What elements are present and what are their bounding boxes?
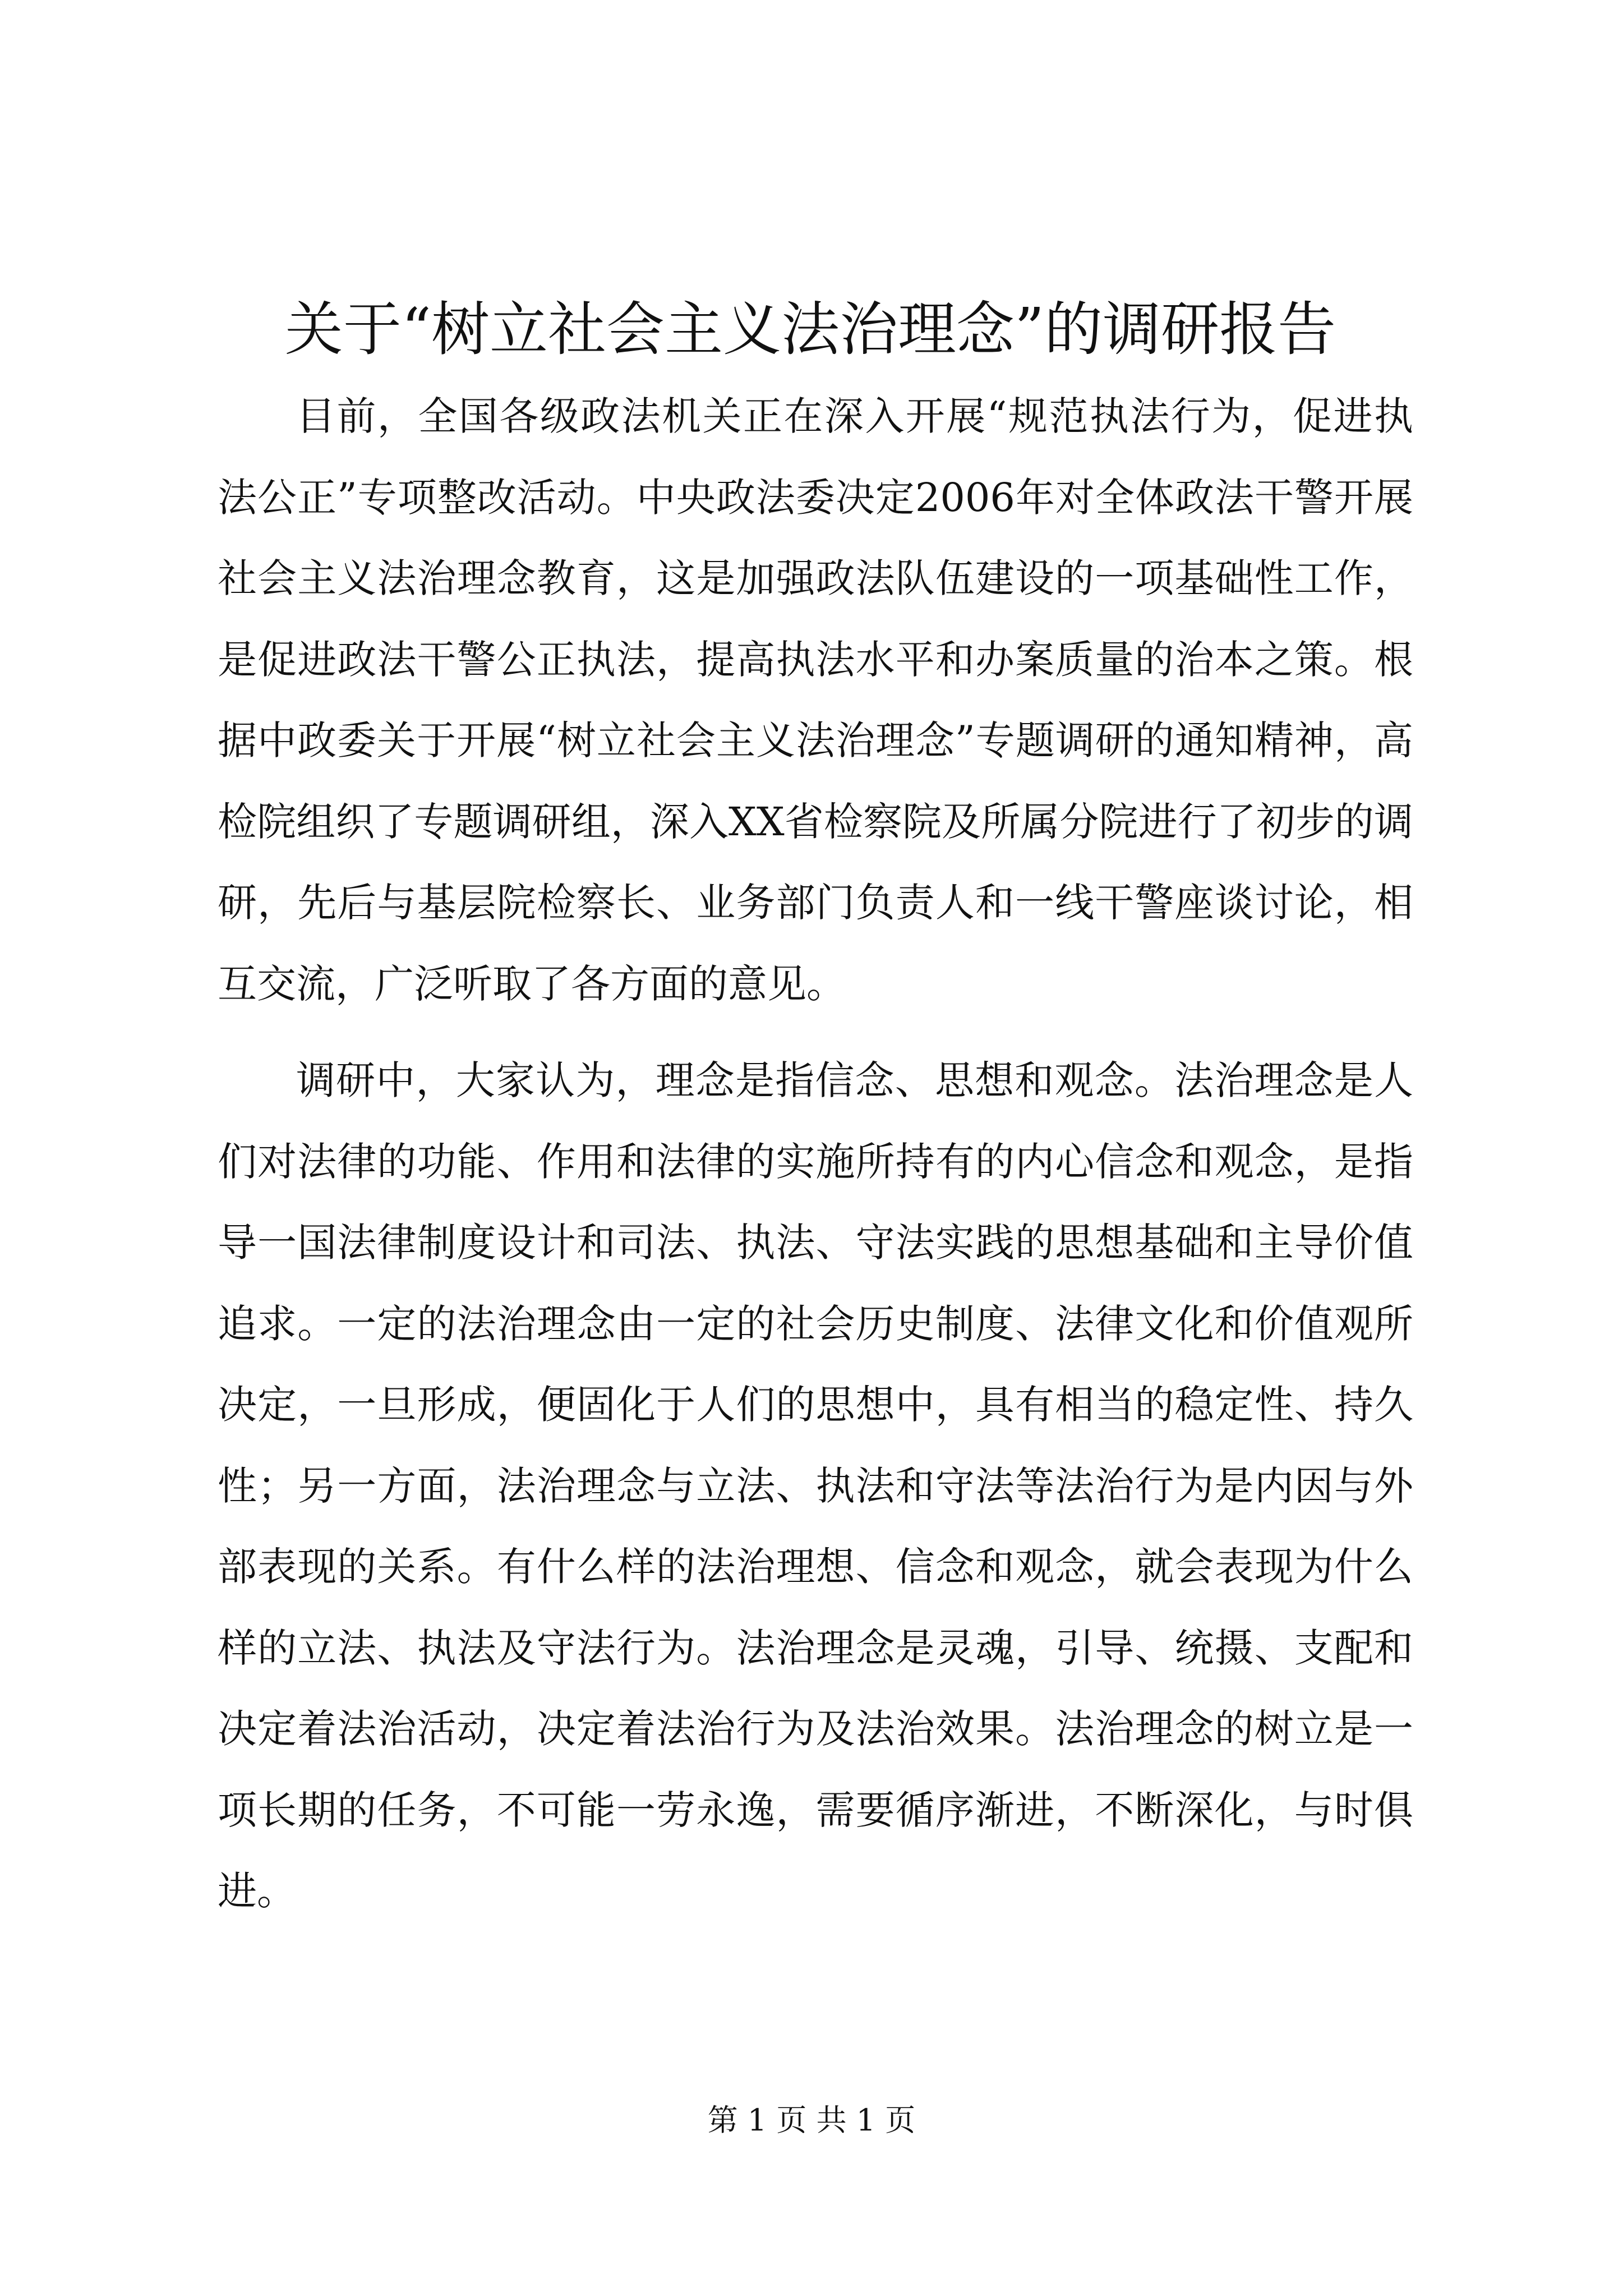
page-number: 第 1 页 共 1 页 (707, 2102, 916, 2138)
document-title: 关于“树立社会主义法治理念”的调研报告 (284, 295, 1336, 364)
paragraph-1: 目前，全国各级政法机关正在深入开展“规范执法行为，促进执法公正”专项整改活动。中央政法委决定2006年对全体政法干警开展社会主义法治理念教育，这是加强政法队伍建设的一项基础性工作，是促进政法干警公正执法，提高执法水平和办案质量的治本之策。根据中政委关于开展“树立社会主义法治理念”专题调研的通知精神，高检院组织了专题调研组，深入XX省检察院及所属分院进行了初步的调研，先后与基层院检察长、业务部门负责人和一线干警座谈讨论，相互交流，广泛听取了各方面的意见。 (218, 393, 1413, 1007)
paragraph-2: 调研中，大家认为，理念是指信念、思想和观念。法治理念是人们对法律的功能、作用和法律的实施所持有的内心信念和观念，是指导一国法律制度设计和司法、执法、守法实践的思想基础和主导价值追求。一定的法治理念由一定的社会历史制度、法律文化和价值观所决定，一旦形成，便固化于人们的思想中，具有相当的稳定性、持久性；另一方面，法治理念与立法、执法和守法等法治行为是内因与外部表现的关系。有什么样的法治理想、信念和观念，就会表现为什么样的立法、执法及守法行为。法治理念是灵魂，引导、统摄、支配和决定着法治活动，决定着法治行为及法治效果。法治理念的树立是一项长期的任务，不可能一劳永逸，需要循序渐进，不断深化，与时俱进。 (218, 1057, 1413, 1914)
document-body (218, 376, 1413, 1932)
